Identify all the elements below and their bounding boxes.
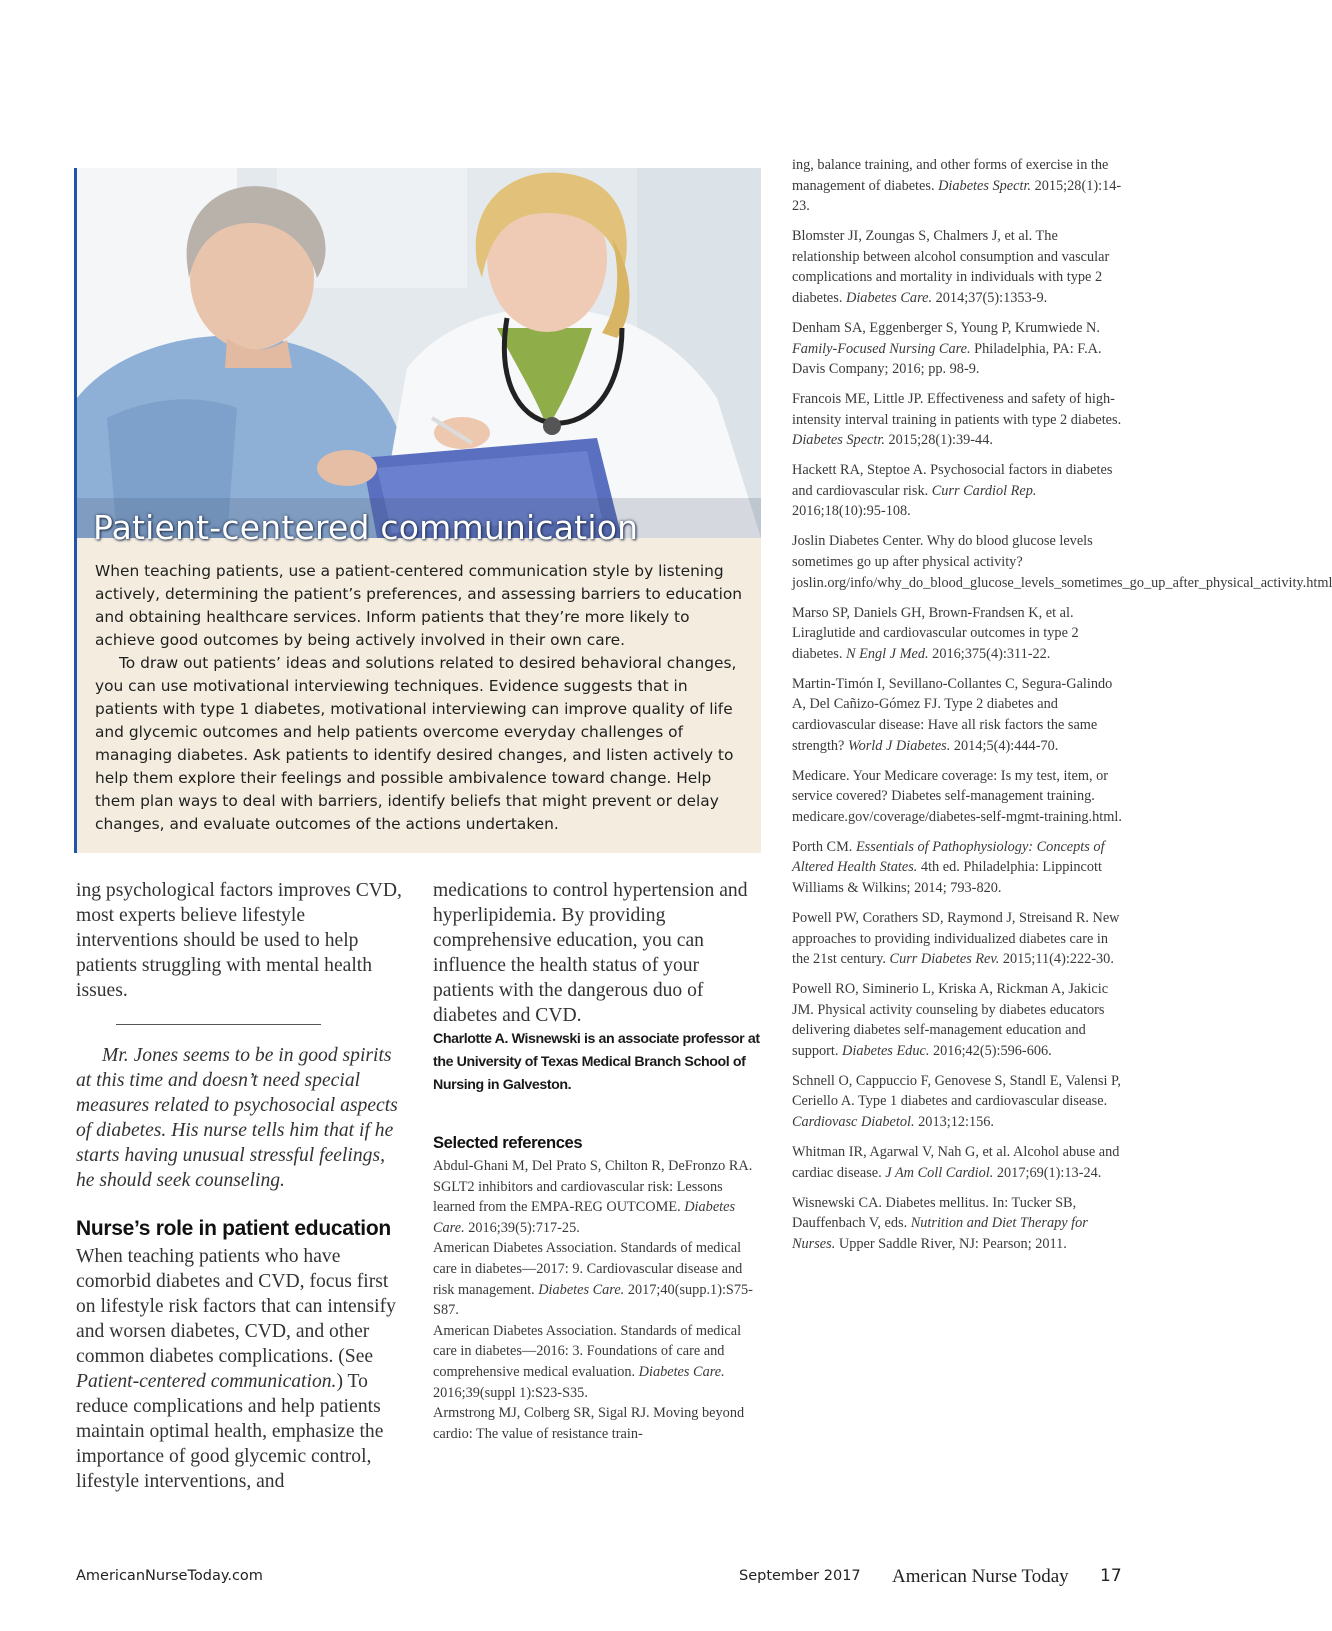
reference-text: Porth CM. <box>792 838 856 855</box>
sidebar-title: Patient-centered communication <box>93 508 639 547</box>
sidebar-reference: Patient-centered communication. <box>76 1371 337 1392</box>
references-heading: Selected references <box>433 1133 583 1152</box>
references-list <box>433 1156 763 1444</box>
reference-text: 2013;12:156. <box>914 1114 995 1131</box>
footer-date: September 2017 <box>739 1568 861 1584</box>
reference-text: Philadelphia, PA: F.A. Davis Company; 2016; pp. 98-9. <box>792 340 1102 378</box>
sidebar-paragraph: When teaching patients, use a patient-centered communication style by listening actively, determining the patient’s preferences, and assessing barriers to education and obtaining healthcare services. Inform patients that they’re more likely to achieve good outcomes by being actively involved in their own care. <box>95 562 743 649</box>
column-1 <box>76 878 406 1494</box>
reference-journal: Family-Focused Nursing Care. <box>792 340 971 357</box>
reference-journal: Curr Diabetes Rev. <box>889 951 1000 968</box>
reference-text: Armstrong MJ, Colberg SR, Sigal RJ. Moving beyond cardio: The value of resistance train- <box>433 1405 745 1442</box>
reference-journal: J Am Coll Cardiol. <box>885 1164 994 1181</box>
reference-entry <box>792 837 1122 899</box>
reference-journal: Diabetes Educ. <box>842 1042 930 1059</box>
reference-journal: Diabetes Care. <box>538 1281 625 1298</box>
reference-entry <box>792 318 1122 380</box>
reference-entry <box>433 1321 763 1403</box>
reference-entry <box>792 1071 1122 1133</box>
reference-text: Blomster JI, Zoungas S, Chalmers J, et al. The relationship between alcohol consumption and vascular complications and mortality in individuals with type 2 diabetes. <box>792 228 1110 306</box>
reference-text: 2015;28(1):39-44. <box>884 432 993 449</box>
page-footer <box>0 1566 1200 1596</box>
reference-text: 2015;11(4):222-30. <box>999 951 1114 968</box>
text-span: When teaching patients who have comorbid diabetes and CVD, focus first on lifestyle risk factors that can intensify and worsen diabetes, CVD, and other common diabetes complications. (See <box>76 1246 396 1367</box>
reference-entry <box>792 460 1122 522</box>
reference-entry <box>792 908 1122 970</box>
author-bio: Charlotte A. Wisnewski is an associate professor at the University of Texas Medical Branch School of Nursing in Galveston. <box>433 1031 760 1093</box>
footer-website: AmericanNurseToday.com <box>76 1568 263 1584</box>
footer-magazine-name: American Nurse Today <box>892 1566 1069 1587</box>
page-number: 17 <box>1100 1566 1122 1586</box>
reference-entry <box>792 389 1122 451</box>
reference-text: 2016;39(5):717-25. <box>464 1219 580 1236</box>
reference-text: Wisnewski CA. Diabetes mellitus. In: Tucker SB, Dauffenbach V, eds. <box>792 1194 1077 1232</box>
reference-journal: Diabetes Care. <box>433 1199 736 1236</box>
reference-text: 2016;18(10):95-108. <box>792 503 911 520</box>
reference-text: 2017;69(1):13-24. <box>993 1164 1102 1181</box>
reference-entry <box>792 226 1122 308</box>
reference-entry <box>433 1403 763 1444</box>
reference-text: American Diabetes Association. Standards of medical care in diabetes—2017: 9. Cardiovascular disease and risk management. <box>433 1240 743 1298</box>
reference-text: Marso SP, Daniels GH, Brown-Frandsen K, et al. Liraglutide and cardiovascular outcomes in type 2 diabetes. <box>792 604 1079 662</box>
reference-text: 2016;375(4):311-22. <box>928 645 1051 662</box>
reference-text: Francois ME, Little JP. Effectiveness and safety of high-intensity interval training in patients with type 2 diabetes. <box>792 391 1122 428</box>
reference-entry <box>792 1193 1122 1255</box>
reference-entry <box>433 1238 763 1320</box>
reference-journal: Diabetes Spectr. <box>938 177 1032 194</box>
reference-text: Medicare. Your Medicare coverage: Is my test, item, or service covered? Diabetes self-management training. medicare.gov/coverage/diabetes-self-mgmt-training.html. <box>792 767 1122 825</box>
reference-entry <box>792 603 1122 665</box>
reference-text: ing, balance training, and other forms of exercise in the management of diabetes. <box>792 157 1109 194</box>
reference-entry <box>433 1156 763 1238</box>
reference-text: Abdul-Ghani M, Del Prato S, Chilton R, DeFronzo RA. SGLT2 inhibitors and cardiovascular risk: Lessons learned from the EMPA-REG OUTCOME. <box>433 1158 753 1216</box>
sidebar-body <box>95 560 745 836</box>
reference-journal: Diabetes Care. <box>638 1363 725 1380</box>
reference-text: Joslin Diabetes Center. Why do blood glucose levels sometimes go up after physical activity? joslin.org/info/why_do_blood_glucose_levels_sometimes_go_up_after_physical_activity.html <box>792 533 1332 591</box>
reference-entry <box>792 531 1332 593</box>
case-study-paragraph: Mr. Jones seems to be in good spirits at this time and doesn’t need special measures related to psychosocial aspects of diabetes. His nurse tells him that if he starts having unusual stressful feelings, he should seek counseling. <box>76 1045 398 1191</box>
reference-text: 2014;5(4):444-70. <box>950 737 1059 754</box>
reference-text: 4th ed. Philadelphia: Lippincott Williams & Wilkins; 2014; 793-820. <box>792 859 1102 896</box>
body-paragraph <box>76 1244 406 1494</box>
reference-text: 2017;40(supp.1):S75-S87. <box>433 1281 753 1319</box>
section-heading: Nurse’s role in patient education <box>76 1217 391 1240</box>
photo-illustration <box>77 168 761 538</box>
reference-text: Denham SA, Eggenberger S, Young P, Krumwiede N. <box>792 319 1100 336</box>
reference-text: Schnell O, Cappuccio F, Genovese S, Standl E, Valensi P, Ceriello A. Type 1 diabetes and cardiovascular disease. <box>792 1072 1121 1110</box>
reference-journal: Cardiovasc Diabetol. <box>792 1114 915 1131</box>
reference-entry <box>792 1142 1122 1183</box>
reference-text: Martin-Timón I, Sevillano-Collantes C, Segura-Galindo A, Del Cañizo-Gómez FJ. Type 2 diabetes and cardiovascular disease: Have all risk factors the same strength? <box>792 675 1113 754</box>
reference-text: 2016;39(suppl 1):S23-S35. <box>433 1384 588 1401</box>
reference-entry <box>792 155 1122 217</box>
reference-entry <box>792 766 1122 828</box>
reference-text: 2014;37(5):1353-9. <box>932 289 1048 306</box>
photo-nurse-and-patient <box>77 168 761 538</box>
reference-entry <box>792 979 1122 1061</box>
sidebar-box <box>74 168 761 853</box>
reference-journal: Diabetes Spectr. <box>792 432 885 449</box>
sidebar-paragraph: To draw out patients’ ideas and solutions related to desired behavioral changes, you can use motivational interviewing techniques. Evidence suggests that in patients with type 1 diabetes, motivational interviewing can improve quality of life and glycemic outcomes and help patients overcome everyday challenges of managing diabetes. Ask patients to identify desired changes, and listen actively to help them explore their feelings and possible ambivalence toward change. Help them plan ways to deal with barriers, identify beliefs that might prevent or delay changes, and evaluate outcomes of the actions undertaken. <box>95 654 737 833</box>
reference-text: 2015;28(1):14-23. <box>792 177 1122 215</box>
column-3 <box>792 155 1332 1264</box>
reference-entry <box>792 674 1122 756</box>
reference-journal: Essentials of Pathophysiology: Concepts of Altered Health States. <box>792 838 1105 876</box>
reference-journal: Diabetes Care. <box>846 289 933 306</box>
body-paragraph: ing psychological factors improves CVD, most experts believe lifestyle interventions should be used to help patients struggling with mental health issues. <box>76 880 402 1001</box>
reference-text: Whitman IR, Agarwal V, Nah G, et al. Alcohol abuse and cardiac disease. <box>792 1144 1120 1181</box>
reference-journal: N Engl J Med. <box>846 645 929 662</box>
divider <box>116 1024 321 1025</box>
reference-text: American Diabetes Association. Standards of medical care in diabetes—2016: 3. Foundations of care and comprehensive medical evaluation. <box>433 1322 742 1380</box>
reference-text: Powell PW, Corathers SD, Raymond J, Streisand R. New approaches to providing individualized diabetes care in the 21st century. <box>792 909 1120 968</box>
reference-journal: Nutrition and Diet Therapy for Nurses. <box>792 1215 1088 1252</box>
references-list <box>792 155 1332 1254</box>
body-paragraph: medications to control hypertension and hyperlipidemia. By providing comprehensive education, you can influence the health status of your patients with the dangerous duo of diabetes and CVD. <box>433 880 748 1026</box>
reference-text: 2016;42(5):596-606. <box>929 1042 1052 1059</box>
reference-text: Powell RO, Siminerio L, Kriska A, Rickman A, Jakicic JM. Physical activity counseling by diabetes educators delivering diabetes self-management education and support. <box>792 981 1109 1059</box>
column-2 <box>433 878 763 1444</box>
reference-text: Upper Saddle River, NJ: Pearson; 2011. <box>835 1235 1067 1252</box>
reference-journal: Curr Cardiol Rep. <box>931 482 1037 499</box>
reference-text: Hackett RA, Steptoe A. Psychosocial factors in diabetes and cardiovascular risk. <box>792 462 1113 499</box>
text-span: ) To reduce complications and help patients maintain optimal health, emphasize the importance of good glycemic control, lifestyle interventions, and <box>76 1371 384 1492</box>
reference-journal: World J Diabetes. <box>847 737 951 754</box>
